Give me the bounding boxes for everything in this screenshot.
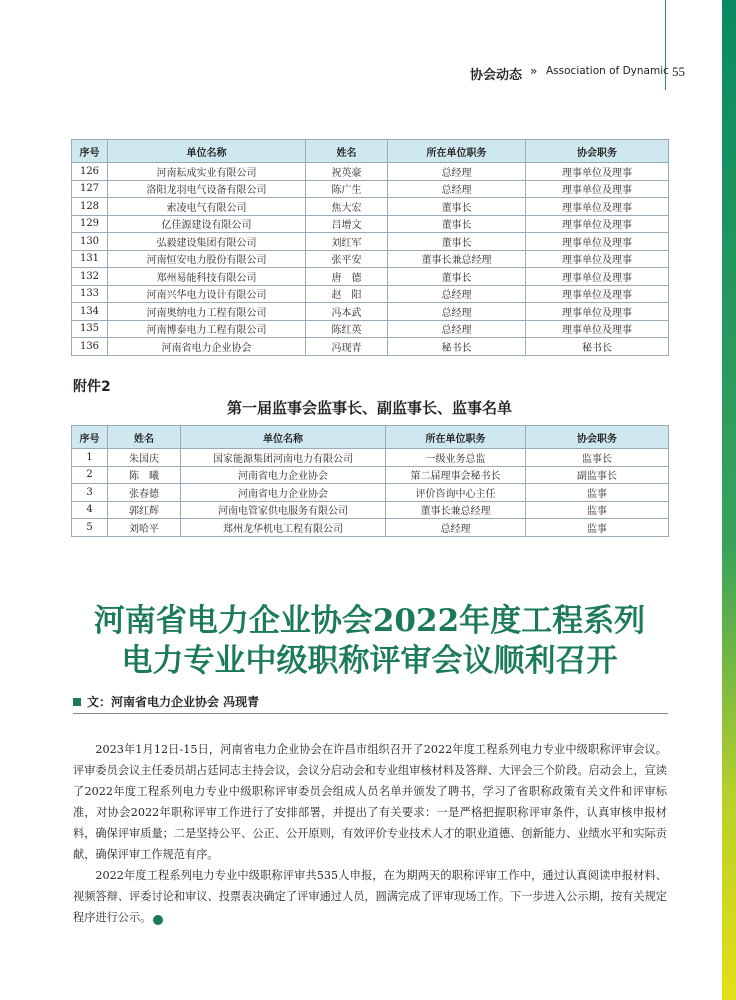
decorative-side-bar xyxy=(722,0,736,1000)
table-cell: 总经理 xyxy=(386,519,526,537)
paragraph xyxy=(73,865,667,928)
table-cell: 监事 xyxy=(526,519,669,537)
table-cell: 河南恒安电力股份有限公司 xyxy=(108,250,306,268)
column-header: 序号 xyxy=(72,140,108,163)
table-cell: 4 xyxy=(72,501,108,519)
table-cell: 秘书长 xyxy=(388,338,526,356)
table-row xyxy=(72,303,669,321)
table-cell: 监事 xyxy=(526,484,669,502)
table-cell: 赵 阳 xyxy=(306,285,388,303)
table-cell: 评价咨询中心主任 xyxy=(386,484,526,502)
table-cell: 焦大宏 xyxy=(306,198,388,216)
square-bullet-icon xyxy=(73,698,81,706)
column-header: 序号 xyxy=(72,426,108,449)
byline xyxy=(73,693,259,710)
column-header: 单位名称 xyxy=(181,426,386,449)
table-cell: 理事单位及理事 xyxy=(526,198,669,216)
table-cell: 董事长 xyxy=(388,233,526,251)
table-cell: 亿佳源建设有限公司 xyxy=(108,215,306,233)
byline-divider xyxy=(73,713,668,714)
column-header: 所在单位职务 xyxy=(388,140,526,163)
table-cell: 秘书长 xyxy=(526,338,669,356)
table-cell: 理事单位及理事 xyxy=(526,180,669,198)
table-cell: 河南省电力企业协会 xyxy=(108,338,306,356)
page-number: 55 xyxy=(672,64,685,79)
table-cell: 总经理 xyxy=(388,180,526,198)
appendix-label: 附件2 xyxy=(73,379,111,395)
table-cell: 理事单位及理事 xyxy=(526,268,669,286)
table-cell: 刘红军 xyxy=(306,233,388,251)
table-cell: 吕增文 xyxy=(306,215,388,233)
table-cell: 刘哈平 xyxy=(108,519,181,537)
table-cell: 第二届理事会秘书长 xyxy=(386,466,526,484)
chevron-icon: » xyxy=(530,64,538,78)
table-cell: 董事长 xyxy=(388,198,526,216)
table-cell: 理事单位及理事 xyxy=(526,320,669,338)
table-cell: 董事长 xyxy=(388,215,526,233)
section-name-english: Association of Dynamic xyxy=(546,65,669,77)
table-cell: 河南奥纳电力工程有限公司 xyxy=(108,303,306,321)
table-cell: 总经理 xyxy=(388,285,526,303)
table-cell: 5 xyxy=(72,519,108,537)
table-cell: 128 xyxy=(72,198,108,216)
table-cell: 理事单位及理事 xyxy=(526,285,669,303)
running-header xyxy=(470,64,669,83)
table-cell: 弘毅建设集团有限公司 xyxy=(108,233,306,251)
table-cell: 唐 德 xyxy=(306,268,388,286)
table-cell: 河南电管家供电服务有限公司 xyxy=(181,501,386,519)
table-cell: 朱国庆 xyxy=(108,449,181,467)
table-cell: 洛阳龙羽电气设备有限公司 xyxy=(108,180,306,198)
article-title xyxy=(71,601,668,681)
table-cell: 总经理 xyxy=(388,303,526,321)
table-cell: 126 xyxy=(72,163,108,181)
paragraph: 2023年1月12日-15日，河南省电力企业协会在许昌市组织召开了2022年度工程系列电力专业中级职称评审会议。评审委员会议主任委员胡占廷同志主持会议，会议分启动会和专业组审核材料及答辩、大评会三个阶段。启动会上，宣读了2022年度工程系列电力专业中级职称评审委员会组成人员名单并颁发了聘书，学习了省职称政策有关文件和评审标准，对协会2022年职称评审工作进行了安排部署，并提出了有关要求：一是严格把握职称评审条件，认真审核申报材料，确保评审质量；二是坚持公平、公正、公开原则，有效评价专业技术人才的职业道德、创新能力、业绩水平和实际贡献，确保评审工作规范有序。 xyxy=(73,743,667,861)
table-cell: 董事长兼总经理 xyxy=(386,501,526,519)
table-row xyxy=(72,501,669,519)
table-cell: 郑州龙华机电工程有限公司 xyxy=(181,519,386,537)
table-row xyxy=(72,338,669,356)
table-cell: 2 xyxy=(72,466,108,484)
table-row xyxy=(72,163,669,181)
table-header-row xyxy=(72,140,669,163)
table-cell: 冯现青 xyxy=(306,338,388,356)
article-body xyxy=(73,739,667,928)
table-cell: 总经理 xyxy=(388,320,526,338)
table-cell: 陈红英 xyxy=(306,320,388,338)
table-cell: 张平安 xyxy=(306,250,388,268)
section-name: 协会动态 xyxy=(470,68,523,83)
table-row xyxy=(72,484,669,502)
table-cell: 祝英豪 xyxy=(306,163,388,181)
table-cell: 135 xyxy=(72,320,108,338)
table-cell: 3 xyxy=(72,484,108,502)
column-header: 姓名 xyxy=(108,426,181,449)
table-cell: 总经理 xyxy=(388,163,526,181)
table-row xyxy=(72,320,669,338)
table-cell: 冯本武 xyxy=(306,303,388,321)
table-cell: 郭红辉 xyxy=(108,501,181,519)
article-title-line-2: 电力专业中级职称评审会议顺利召开 xyxy=(121,643,618,679)
table-row xyxy=(72,215,669,233)
table-cell: 理事单位及理事 xyxy=(526,215,669,233)
table-cell: 副监事长 xyxy=(526,466,669,484)
table-row xyxy=(72,268,669,286)
table-cell: 136 xyxy=(72,338,108,356)
table-cell: 一级业务总监 xyxy=(386,449,526,467)
table-row xyxy=(72,285,669,303)
byline-text: 文：河南省电力企业协会 冯现青 xyxy=(87,695,260,709)
table-header-row xyxy=(72,426,669,449)
table-cell: 监事 xyxy=(526,501,669,519)
table-cell: 理事单位及理事 xyxy=(526,163,669,181)
table-cell: 理事单位及理事 xyxy=(526,250,669,268)
table-cell: 陈广生 xyxy=(306,180,388,198)
supervisors-table-title: 第一届监事会监事长、副监事长、监事名单 xyxy=(226,399,512,417)
column-header: 姓名 xyxy=(306,140,388,163)
table-cell: 133 xyxy=(72,285,108,303)
table-cell: 河南耘成实业有限公司 xyxy=(108,163,306,181)
table-cell: 郑州易能科技有限公司 xyxy=(108,268,306,286)
table-cell: 理事单位及理事 xyxy=(526,303,669,321)
column-header: 所在单位职务 xyxy=(386,426,526,449)
paragraph-text: 2022年度工程系列电力专业中级职称评审共535人申报，在为期两天的职称评审工作中，通过认真阅读申报材料、视频答辩、评委讨论和审议、投票表决确定了评审通过人员，圆满完成了评审现场工作。下一步进入公示期，按有关规定程序进行公示。 xyxy=(73,869,667,924)
end-mark-icon: C xyxy=(153,915,163,925)
table-row xyxy=(72,180,669,198)
table-row xyxy=(72,466,669,484)
column-header: 协会职务 xyxy=(526,140,669,163)
table-cell: 河南博泰电力工程有限公司 xyxy=(108,320,306,338)
table-cell: 张春德 xyxy=(108,484,181,502)
table-cell: 1 xyxy=(72,449,108,467)
table-cell: 陈 曦 xyxy=(108,466,181,484)
table-cell: 国家能源集团河南电力有限公司 xyxy=(181,449,386,467)
table-row xyxy=(72,519,669,537)
table-row xyxy=(72,233,669,251)
table-cell: 河南兴华电力设计有限公司 xyxy=(108,285,306,303)
table-cell: 129 xyxy=(72,215,108,233)
column-header: 协会职务 xyxy=(526,426,669,449)
table-cell: 索凌电气有限公司 xyxy=(108,198,306,216)
supervisors-table xyxy=(71,425,669,537)
article-title-line-1: 河南省电力企业协会2022年度工程系列 xyxy=(93,603,646,639)
table-row xyxy=(72,449,669,467)
table-cell: 132 xyxy=(72,268,108,286)
table-cell: 127 xyxy=(72,180,108,198)
table-cell: 监事长 xyxy=(526,449,669,467)
table-row xyxy=(72,198,669,216)
table-cell: 董事长兼总经理 xyxy=(388,250,526,268)
table-cell: 理事单位及理事 xyxy=(526,233,669,251)
table-cell: 河南省电力企业协会 xyxy=(181,484,386,502)
table-cell: 131 xyxy=(72,250,108,268)
table-cell: 河南省电力企业协会 xyxy=(181,466,386,484)
table-cell: 董事长 xyxy=(388,268,526,286)
column-header: 单位名称 xyxy=(108,140,306,163)
table-cell: 130 xyxy=(72,233,108,251)
table-row xyxy=(72,250,669,268)
table-cell: 134 xyxy=(72,303,108,321)
council-members-table xyxy=(71,139,669,356)
